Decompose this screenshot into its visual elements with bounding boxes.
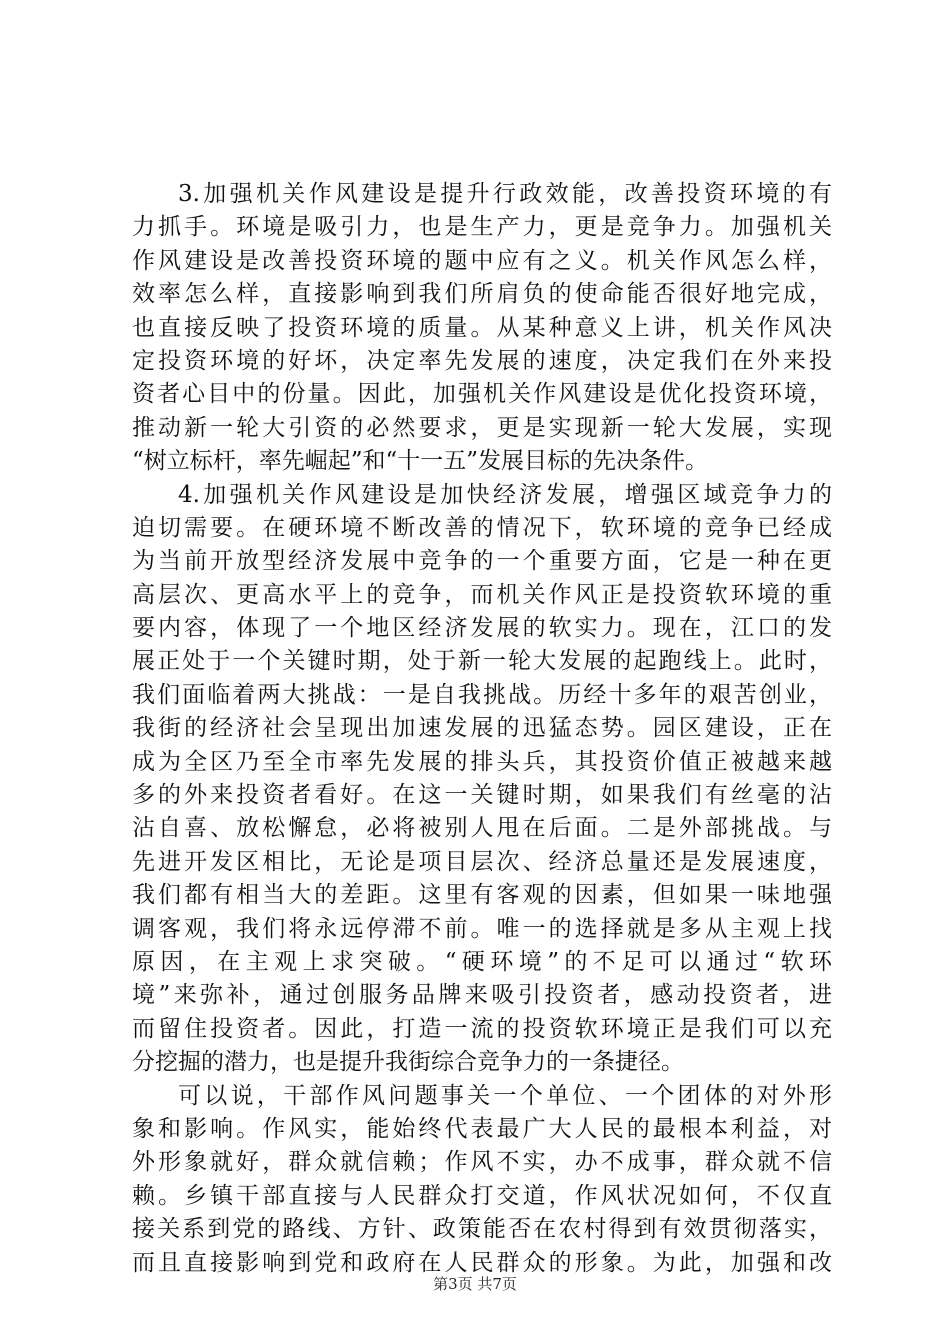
paragraph-4-line: 境”来弥补，通过创服务品牌来吸引投资者，感动投资者，进 — [132, 982, 832, 1009]
paragraph-3-line: 力抓手。环境是吸引力，也是生产力，更是竞争力。加强机关 — [132, 214, 832, 241]
paragraph-4-line: 分挖掘的潜力，也是提升我街综合竞争力的一条捷径。 — [132, 1049, 684, 1076]
paragraph-3-line: 资者心目中的份量。因此，加强机关作风建设是优化投资环境， — [132, 381, 832, 408]
paragraph-4-line: 迫切需要。在硬环境不断改善的情况下，软环境的竞争已经成 — [132, 514, 832, 541]
body-text — [132, 178, 832, 1280]
paragraph-4-line: 展正处于一个关键时期，处于新一轮大发展的起跑线上。此时， — [132, 648, 832, 675]
paragraph-3-line: 定投资环境的好坏，决定率先发展的速度，决定我们在外来投 — [132, 347, 832, 374]
paragraph-5-line: 而且直接影响到党和政府在人民群众的形象。为此，加强和改 — [132, 1249, 832, 1276]
paragraph-4-line: 调客观，我们将永远停滞不前。唯一的选择就是多从主观上找 — [132, 915, 832, 942]
paragraph-5-line: 可以说，干部作风问题事关一个单位、一个团体的对外形 — [178, 1082, 832, 1109]
paragraph-4-line: 我街的经济社会呈现出加速发展的迅猛态势。园区建设，正在 — [132, 715, 832, 742]
paragraph-4-line: 为当前开放型经济发展中竞争的一个重要方面，它是一种在更 — [132, 548, 832, 575]
page-footer: 第3页 共7页 — [433, 1275, 517, 1293]
paragraph-4-line: 沾自喜、放松懈怠，必将被别人甩在后面。二是外部挑战。与 — [132, 815, 832, 842]
paragraph-4-line: 先进开发区相比，无论是项目层次、经济总量还是发展速度， — [132, 848, 832, 875]
paragraph-3-line: 推动新一轮大引资的必然要求，更是实现新一轮大发展，实现 — [132, 414, 832, 441]
paragraph-3-line: 作风建设是改善投资环境的题中应有之义。机关作风怎么样， — [132, 247, 832, 274]
paragraph-3-line: 3.加强机关作风建设是提升行政效能，改善投资环境的有 — [178, 181, 832, 207]
paragraph-4-line: 高层次、更高水平上的竞争，而机关作风正是投资软环境的重 — [132, 581, 832, 608]
paragraph-4-line: 原因，在主观上求突破。“硬环境”的不足可以通过“软环 — [132, 948, 832, 975]
paragraph-3-line: “树立标杆，率先崛起”和“十一五”发展目标的先决条件。 — [132, 448, 709, 475]
paragraph-4-line: 多的外来投资者看好。在这一关键时期，如果我们有丝毫的沾 — [132, 782, 832, 809]
paragraph-4-line: 我们面临着两大挑战：一是自我挑战。历经十多年的艰苦创业， — [132, 681, 832, 708]
paragraph-5-line: 象和影响。作风实，能始终代表最广大人民的最根本利益，对 — [132, 1115, 832, 1142]
paragraph-5-line: 赖。乡镇干部直接与人民群众打交道，作风状况如何，不仅直 — [132, 1182, 832, 1209]
paragraph-4-line: 而留住投资者。因此，打造一流的投资软环境正是我们可以充 — [132, 1015, 832, 1042]
paragraph-3-line: 效率怎么样，直接影响到我们所肩负的使命能否很好地完成， — [132, 281, 832, 308]
paragraph-5-line: 接关系到党的路线、方针、政策能否在农村得到有效贯彻落实， — [132, 1216, 832, 1243]
paragraph-3-line: 也直接反映了投资环境的质量。从某种意义上讲，机关作风决 — [132, 314, 832, 341]
paragraph-4-line: 我们都有相当大的差距。这里有客观的因素，但如果一味地强 — [132, 882, 832, 909]
paragraph-4-line: 要内容，体现了一个地区经济发展的软实力。现在，江口的发 — [132, 615, 832, 642]
paragraph-4-line: 成为全区乃至全市率先发展的排头兵，其投资价值正被越来越 — [132, 748, 832, 775]
paragraph-4-line: 4.加强机关作风建设是加快经济发展，增强区域竞争力的 — [178, 481, 832, 508]
paragraph-5-line: 外形象就好，群众就信赖；作风不实，办不成事，群众就不信 — [132, 1149, 832, 1176]
